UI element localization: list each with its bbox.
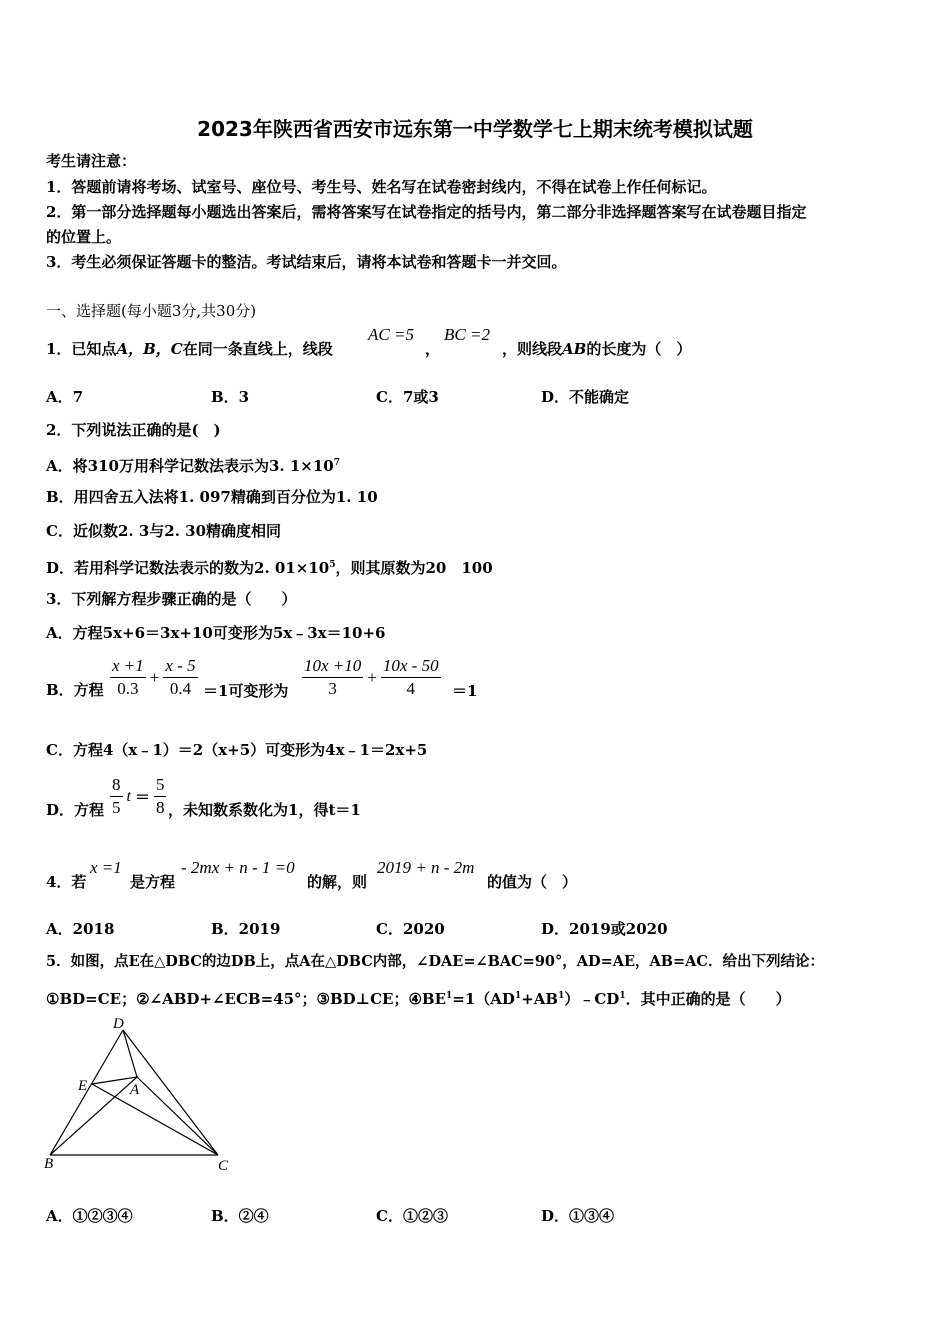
geometry-figure: [40, 1010, 250, 1175]
q4-post: 的值为（ ）: [487, 873, 578, 891]
q4-math-x: x =1: [90, 858, 122, 877]
q1-option-c: C．7或3: [376, 388, 439, 406]
q3-option-a: A．方程5x+6＝3x+10可变形为5x﹣3x＝10+6: [46, 624, 386, 642]
segment-ba: [50, 1077, 137, 1155]
notice-item: 2．第一部分选择题每小题选出答案后，需将答案写在试卷指定的括号内，第二部分非选择题答案写在试卷题目指定: [46, 203, 807, 221]
q1-points: A，B，C: [116, 340, 183, 358]
label-d: D: [113, 1016, 124, 1032]
question-4-pre: 4．若: [46, 873, 87, 891]
label-a: A: [130, 1082, 140, 1098]
fraction: $\frac{x - 5}{0.4}$: [165, 656, 196, 698]
q3-option-d-label: D．方程: [46, 801, 105, 819]
q1-equation-bc: BC =2: [444, 325, 490, 344]
fraction: $\frac{10x +10}{3}$: [304, 656, 362, 698]
q5-option-c: C．①②③: [376, 1207, 448, 1225]
question-5-conclusions: ①BD=CE；②∠ABD+∠ECB=45°；③BD⊥CE；$④BE^1=1(AD^1+AB^1)﹣CD^1$．其中正确的是（ ）: [46, 990, 791, 1008]
q1-comma: ，: [425, 340, 441, 358]
q1-option-a: A．7: [46, 388, 84, 406]
notice-item: 3．考生必须保证答题卡的整洁。考试结束后，请将本试卷和答题卡一并交回。: [46, 253, 567, 271]
notice-item: 1．答题前请将考场、试室号、座位号、考生号、姓名写在试卷密封线内，不得在试卷上作任何标记。: [46, 178, 717, 196]
q4-math-expression: 2019 + n - 2m: [377, 858, 475, 877]
q1-option-b: B．3: [211, 388, 250, 406]
question-3-stem: 3．下列解方程步骤正确的是（ ）: [46, 590, 297, 608]
q3-option-b-label: B．方程: [46, 681, 104, 699]
q4-option-d: D．2019或2020: [541, 920, 668, 938]
q5-option-b: B．②④: [211, 1207, 269, 1225]
q2-option-d: D．若用科学记数法表示的数为2. $01\times 10^5$，则其原数为20 100: [46, 559, 493, 577]
q4-mid-1: 是方程: [130, 873, 176, 891]
q3-option-d-math: $\frac{8}{5}$ t ＝ $\frac{5}{8}$: [112, 775, 165, 817]
fraction: $\frac{8}{5}$: [112, 775, 121, 817]
q1-equation-ac: AC =5: [368, 325, 414, 344]
q1-stem-end: ，则线段AB的长度为（ ）: [502, 340, 692, 358]
q3-option-b-mid: ＝1可变形为: [203, 682, 289, 700]
label-c: C: [218, 1158, 229, 1174]
q3-option-b-math-2: $\frac{10x +10}{3}$ + $\frac{10x - 50}{4}$: [304, 656, 439, 698]
q5-option-d: D．①③④: [541, 1207, 615, 1225]
q1-option-d: D．不能确定: [541, 388, 630, 406]
label-e: E: [78, 1078, 88, 1094]
label-b: B: [44, 1156, 54, 1172]
q5-option-a: A．①②③④: [46, 1207, 133, 1225]
q4-math-equation: - 2mx + n - 1 =0: [181, 858, 295, 877]
q2-option-a: A．将310万用科学记数法表示为3. $1\times 10^7$: [46, 457, 340, 475]
question-5-stem: 5．如图，点E在△DBC的边DB上，点A在△DBC内部，∠DAE=∠BAC=90°，AD=AE，AB=AC．给出下列结论：: [46, 953, 824, 970]
question-1-stem: 1．已知点A，B，C在同一条直线上，线段: [46, 340, 333, 358]
q2-option-b: B．用四舍五入法将1. 097精确到百分位为1. 10: [46, 488, 378, 506]
q3-option-d-end: ，未知数系数化为1，得t＝1: [168, 801, 361, 819]
page-title: 2023年陕西省西安市远东第一中学数学七上期末统考模拟试题: [197, 117, 753, 141]
q3-option-b-end: ＝1: [452, 682, 478, 700]
fraction: $\frac{10x - 50}{4}$: [382, 656, 439, 698]
q4-option-b: B．2019: [211, 920, 281, 938]
q4-mid-2: 的解，则: [307, 873, 368, 891]
q2-option-c: C．近似数2. 3与2. 30精确度相同: [46, 522, 282, 540]
section-heading: 一、选择题(每小题3分,共30分): [46, 302, 257, 320]
q4-option-c: C．2020: [376, 920, 445, 938]
fraction: $\frac{x +1}{0.3}$: [112, 656, 144, 698]
question-2-stem: 2．下列说法正确的是( ): [46, 421, 221, 439]
fraction: $\frac{5}{8}$: [155, 775, 165, 817]
notice-item: 的位置上。: [46, 228, 122, 246]
q3-option-b-math: $\frac{x +1}{0.3}$ + $\frac{x - 5}{0.4}$: [112, 656, 196, 698]
notice-heading: 考生请注意：: [46, 152, 137, 170]
q4-option-a: A．2018: [46, 920, 115, 938]
q3-option-c: C．方程4（x﹣1）＝2（x+5）可变形为4x﹣1＝2x+5: [46, 741, 428, 759]
segment-da: [123, 1030, 137, 1077]
